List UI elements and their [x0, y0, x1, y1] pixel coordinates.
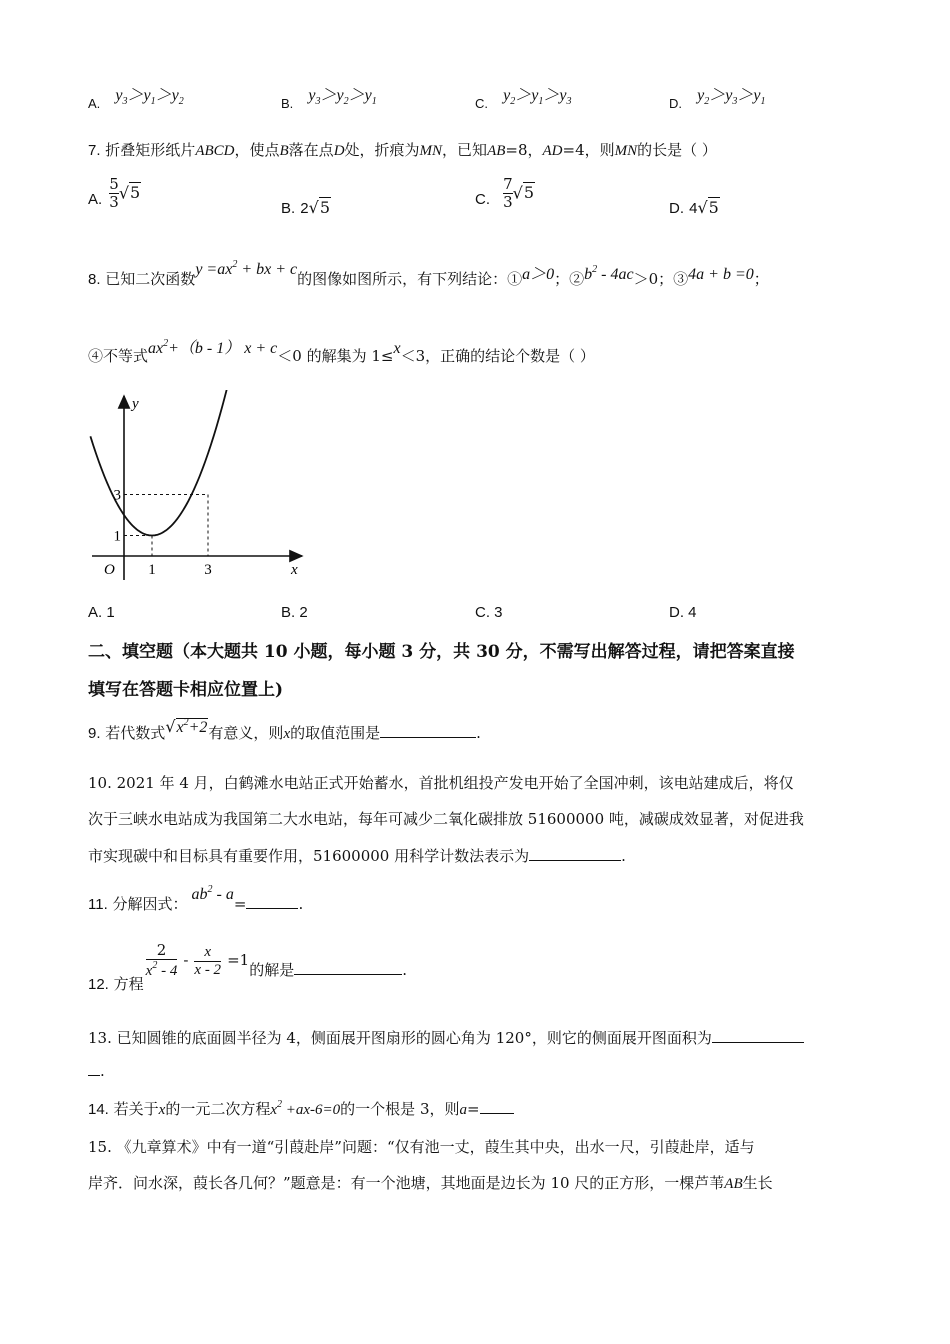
answer-blank[interactable]: [294, 960, 402, 975]
q10-line1: 10. 2021 年 4 月，白鹤滩水电站正式开始蓄水，首批机组投产发电开始了全国冲刺，该电站建成后，将仅: [88, 774, 794, 792]
q7-stem: 7. 折叠矩形纸片ABCD，使点B落在点D处，折痕为MN，已知AB=8，AD=4，则MN的长是（ ）: [88, 141, 717, 159]
parabola-curve: [90, 390, 231, 536]
q6-option-b: [281, 82, 377, 111]
q12: 12. 方程 $\frac{2}{x^2 - 4}$ - $\frac{x}{x - 2}$ =1的解是 .: [88, 941, 407, 994]
answer-blank[interactable]: [380, 723, 476, 738]
option-letter: A.: [88, 96, 101, 111]
q6-expression-b: $y_3>y_2>y_1$: [308, 87, 377, 107]
q14: 14. 若关于x的一元二次方程$x^2 +ax-6=0$的一个根是 3，则a=: [88, 1098, 514, 1119]
q7-option-c: C. $\frac{7}{3}$ √5: [475, 175, 535, 212]
answer-blank[interactable]: [480, 1099, 514, 1114]
q6-option-d: [669, 82, 766, 111]
q6-expression-c: $y_2>y_1>y_3$: [503, 87, 572, 107]
answer-blank[interactable]: [246, 894, 298, 909]
fraction: $\frac{5}{3}$: [109, 175, 119, 212]
x-tick-label: 3: [204, 562, 212, 578]
option-letter: B.: [281, 96, 294, 111]
q8-options-row: [88, 604, 868, 626]
y-tick-label: 1: [113, 528, 121, 545]
x-axis-label: x: [291, 562, 298, 578]
option-letter: D.: [669, 96, 682, 111]
q10-line3: 市实现碳中和目标具有重要作用，51600000 用科学计数法表示为 .: [88, 847, 626, 865]
answer-blank[interactable]: [88, 1061, 100, 1076]
q11: 11. 分解因式：$ab^2 - a=$ .: [88, 884, 304, 913]
x-tick-label: 1: [148, 562, 156, 578]
q7-option-a: A. $\frac{5}{3}$ √5: [88, 175, 141, 212]
origin-label: O: [104, 562, 115, 578]
answer-blank[interactable]: [529, 846, 621, 861]
q8-option-b: B. 2: [281, 604, 308, 621]
q8-stem-line1: 8. 已知二次函数$y =ax^2$ + bx + c的图像如图所示，有下列结论：①a＞0；$②b^2 - 4ac>0$；③4a + b =0；: [88, 259, 769, 288]
q7-options-row: [88, 176, 868, 226]
q13-line1: 13. 已知圆锥的底面圆半径为 4，侧面展开图扇形的圆心角为 120°，则它的侧面展开图面积为: [88, 1027, 804, 1048]
fraction: $\frac{7}{3}$: [503, 175, 513, 212]
q13-line2: .: [88, 1061, 105, 1080]
y-tick-label: 3: [113, 487, 121, 504]
q6-options-row: [88, 82, 868, 112]
parabola-graph: [80, 390, 310, 590]
section-heading-line1: 二、填空题（本大题共 10 小题，每小题 3 分，共 30 分，不需写出解答过程，请把答案直接: [88, 642, 795, 662]
q6-option-a: [88, 82, 184, 111]
q7-option-b: B. 2√5: [281, 198, 331, 217]
q8-option-d: D. 4: [669, 604, 697, 621]
fraction: $\frac{2}{x^2 - 4}$: [145, 941, 178, 980]
y-axis-label: y: [132, 396, 139, 412]
q15-line1: 15. 《九章算术》中有一道“引葭赴岸”问题：“仅有池一丈，葭生其中央，出水一尺，引葭赴岸，适与: [88, 1138, 755, 1156]
q6-expression-d: $y_2>y_3>y_1$: [697, 87, 766, 107]
q9: 9. 若代数式$√x^2+2$有意义，则x的取值范围是 .: [88, 717, 481, 742]
q7-option-d: D. 4√5: [669, 198, 719, 217]
answer-blank[interactable]: [712, 1028, 804, 1043]
q6-expression-a: $y_3>y_1>y_2$: [115, 87, 184, 107]
q8-option-a: A. 1: [88, 604, 115, 621]
section-heading-line2: 填写在答题卡相应位置上): [88, 680, 284, 700]
option-letter: C.: [475, 96, 488, 111]
q6-option-c: [475, 82, 572, 111]
q8-stem-line2: ④不等式$ax^2+(b - 1) x + c<0$ 的解集为 1≤x＜3，正确的结论个数是（ ）: [88, 338, 595, 365]
q15-line2: 岸齐．问水深，葭长各几何？”题意是：有一个池塘，其地面是边长为 10 尺的正方形，一棵芦苇AB生长: [88, 1174, 773, 1192]
q10-line2: 次于三峡水电站成为我国第二大水电站，每年可减少二氧化碳排放 51600000 吨，减碳成效显著，对促进我: [88, 810, 804, 828]
fraction: $\frac{x}{x - 2}$: [194, 943, 222, 978]
q8-option-c: C. 3: [475, 604, 503, 621]
